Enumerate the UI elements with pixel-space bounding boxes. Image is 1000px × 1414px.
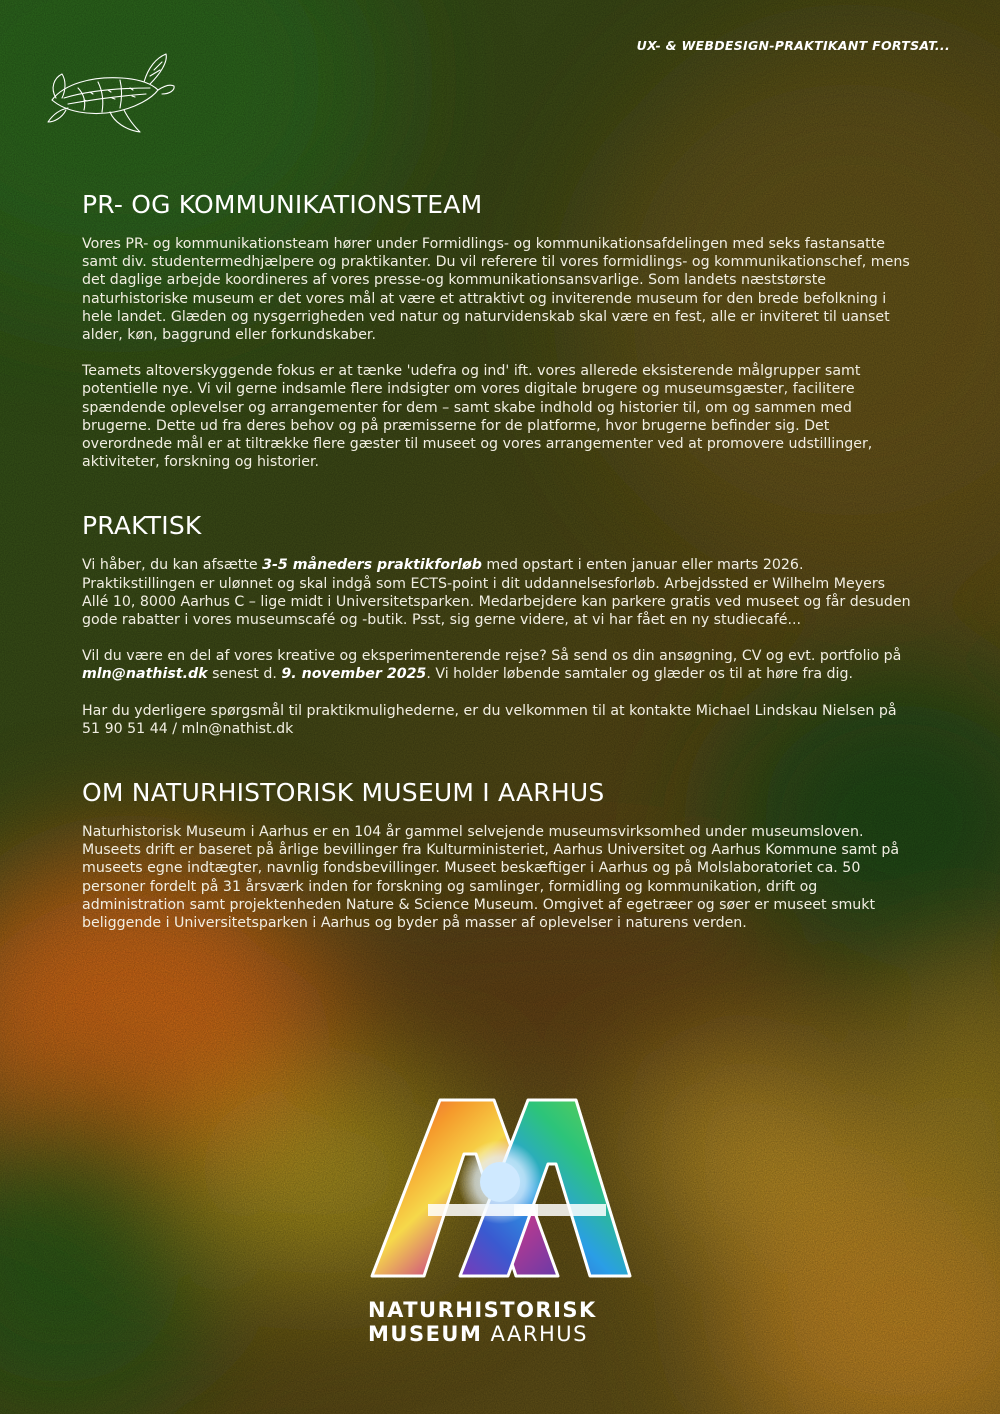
logo-line-1: NATURHISTORISK: [368, 1298, 597, 1322]
about-paragraph-1: Naturhistorisk Museum i Aarhus er en 104 år gammel selvejende museumsvirksomhed under museumsloven. Museets drift er baseret på årlige bevillinger fra Kulturministeriet, Aarhus Universitet og Aarhus Kommune samt på museets egne indtægter, navnlig fondsbevillinger. Museet beskæftiger i Aarhus og på Molslaboratoriet ca. 50 personer fordelt på 31 årsværk inden for forskning og samlinger, formidling og kommunikation, drift og administration samt projektenheden Nature & Science Museum. Omgivet af egetræer og søer er museet smukt beliggende i Universitetsparken i Aarhus og byder på masser af oplevelser i naturens verden.: [82, 824, 900, 932]
section-title-pr: PR- OG KOMMUNIKATIONSTEAM: [82, 190, 483, 219]
praktisk-paragraph-3: Har du yderligere spørgsmål til praktikmulighederne, er du velkommen til at kontakte Michael Lindskau Nielsen på 51 90 51 44 / mln@nathist.dk: [82, 702, 897, 737]
section-praktisk: [82, 511, 912, 738]
text-span: Vi håber, du kan afsætte: [82, 557, 263, 574]
section-title-about: OM NATURHISTORISK MUSEUM I AARHUS: [82, 778, 605, 808]
praktisk-paragraph-1: [82, 556, 912, 629]
logo-line-2-strong: MUSEUM: [368, 1322, 483, 1346]
main-content: [82, 190, 912, 950]
duration-highlight: 3-5 måneders praktikforløb: [262, 557, 482, 574]
text-span: Vil du være en del af vores kreative og eksperimenterende rejse? Så send os din ansøgning, CV og evt. portfolio på: [82, 648, 902, 665]
logo-line-2: [368, 1322, 634, 1346]
text-span: med opstart i enten januar eller marts 2026. Praktikstillingen er ulønnet og skal indgå som ECTS-point i dit uddannelsesforløb. Arbejdssted er Wilhelm Meyers Allé 10, 8000 Aarhus C – lige midt i Universitetsparken. Medarbejdere kan parkere gratis ved museet og får desuden gode rabatter i vores museumscafé og -butik. Psst, sig gerne videre, at vi har fået en ny studiecafé...: [82, 557, 911, 629]
text-span: senest d.: [207, 666, 282, 683]
section-pr-team: [82, 190, 912, 471]
pr-paragraph-2: Teamets altoverskyggende fokus er at tænke 'udefra og ind' ift. vores allerede eksisterende målgrupper samt potentielle nye. Vi vil gerne indsamle flere indsigter om vores digitale brugere og museumsgæster, facilitere spændende oplevelser og arrangementer for dem – samt skabe indhold og historier til, om og sammen med brugerne. Dette ud fra deres behov og på præmisserne for de platforme, hvor brugerne befinder sig. Det overordnede mål er at tiltrække flere gæster til museet og vores arrangementer ved at promovere udstillinger, aktiviteter, forskning og historier.: [82, 363, 873, 471]
logo-wordmark: [368, 1298, 634, 1346]
text-span: . Vi holder løbende samtaler og glæder os til at høre fra dig.: [426, 666, 854, 683]
deadline-date: 9. november 2025: [281, 666, 427, 683]
logo-aa-mark: [368, 1094, 634, 1294]
praktisk-paragraph-2: [82, 647, 912, 683]
email-link[interactable]: mln@nathist.dk: [82, 666, 208, 683]
logo-line-2-light: AARHUS: [482, 1322, 588, 1346]
section-about-museum: [82, 778, 912, 932]
section-title-praktisk: PRAKTISK: [82, 511, 202, 541]
museum-logo: [368, 1094, 634, 1350]
header-tag: UX- & WEBDESIGN-PRAKTIKANT FORTSAT...: [636, 38, 950, 53]
pr-paragraph-1: Vores PR- og kommunikationsteam hører under Formidlings- og kommunikationsafdelingen med seks fastansatte samt div. studentermedhjælpere og praktikanter. Du vil referere til vores formidlings- og kommunikationschef, mens det daglige arbejde koordineres af vores presse-og kommunikationsansvarlige. Som landets næststørste naturhistoriske museum er det vores mål at være et attraktivt og inviterende museum for den brede befolkning i hele landet. Glæden og nysgerrigheden ved natur og naturvidenskab skal være en fest, alle er inviteret til uanset alder, køn, baggrund eller forkundskaber.: [82, 236, 910, 344]
turtle-icon: [44, 48, 180, 138]
